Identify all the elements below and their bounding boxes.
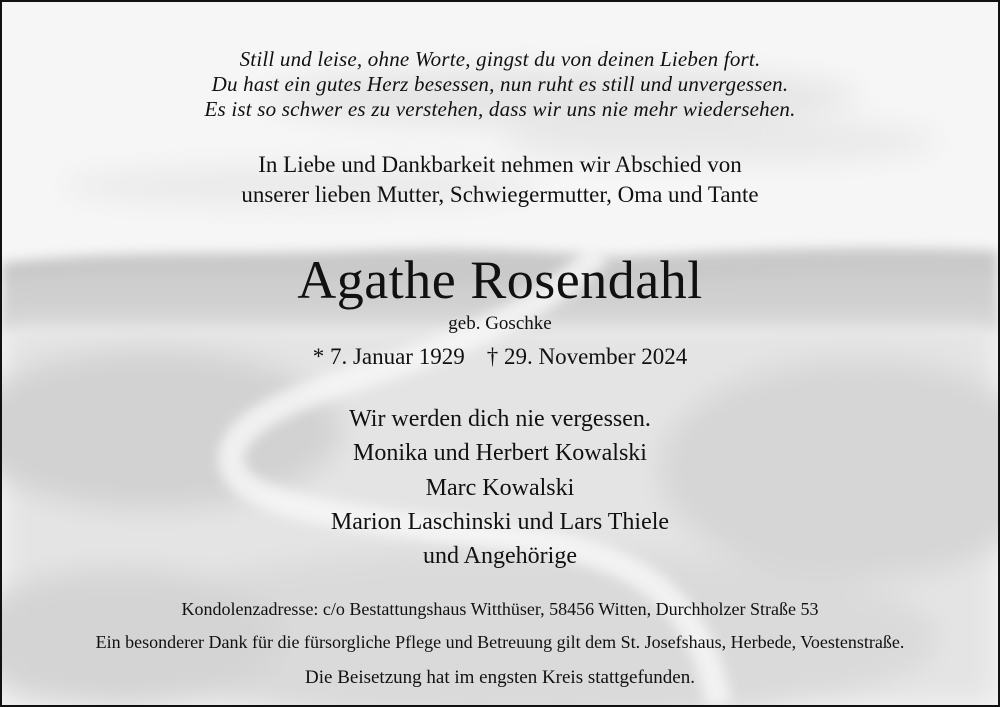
intro-line-1: In Liebe und Dankbarkeit nehmen wir Abschied von: [258, 152, 742, 177]
poem-line-2: Du hast ein gutes Herz besessen, nun ruht es still und unvergessen.: [211, 72, 789, 96]
burial-note: Die Beisetzung hat im engsten Kreis stattgefunden.: [305, 667, 695, 688]
condolence-address: Kondolenzadresse: c/o Bestattungshaus Witthüser, 58456 Witten, Durchholzer Straße 53: [181, 599, 819, 619]
mourner-line-1: Wir werden dich nie vergessen.: [349, 406, 651, 432]
mourner-line-4: Marion Laschinski und Lars Thiele: [330, 509, 670, 535]
poem-line-1: Still und leise, ohne Worte, gingst du von deinen Lieben fort.: [239, 47, 761, 71]
thanks-note: Ein besonderer Dank für die fürsorgliche Pflege und Betreuung gilt dem St. Josefshaus, Herbede, Voestenstraße.: [95, 632, 905, 652]
birth-date: * 7. Januar 1929: [312, 344, 465, 369]
mourner-line-2: Monika und Herbert Kowalski: [353, 440, 647, 466]
mourner-line-3: Marc Kowalski: [425, 475, 575, 501]
mourner-line-5: und Angehörige: [423, 543, 577, 569]
death-date: † 29. November 2024: [486, 344, 688, 369]
notice-text: [2, 2, 998, 705]
intro-line-2: unserer lieben Mutter, Schwiegermutter, Oma und Tante: [241, 182, 759, 207]
poem-line-3: Es ist so schwer es zu verstehen, dass wir uns nie mehr wiedersehen.: [204, 97, 796, 121]
life-dates: [2, 344, 998, 370]
maiden-name: geb. Goschke: [448, 313, 552, 334]
deceased-name: Agathe Rosendahl: [297, 250, 703, 310]
